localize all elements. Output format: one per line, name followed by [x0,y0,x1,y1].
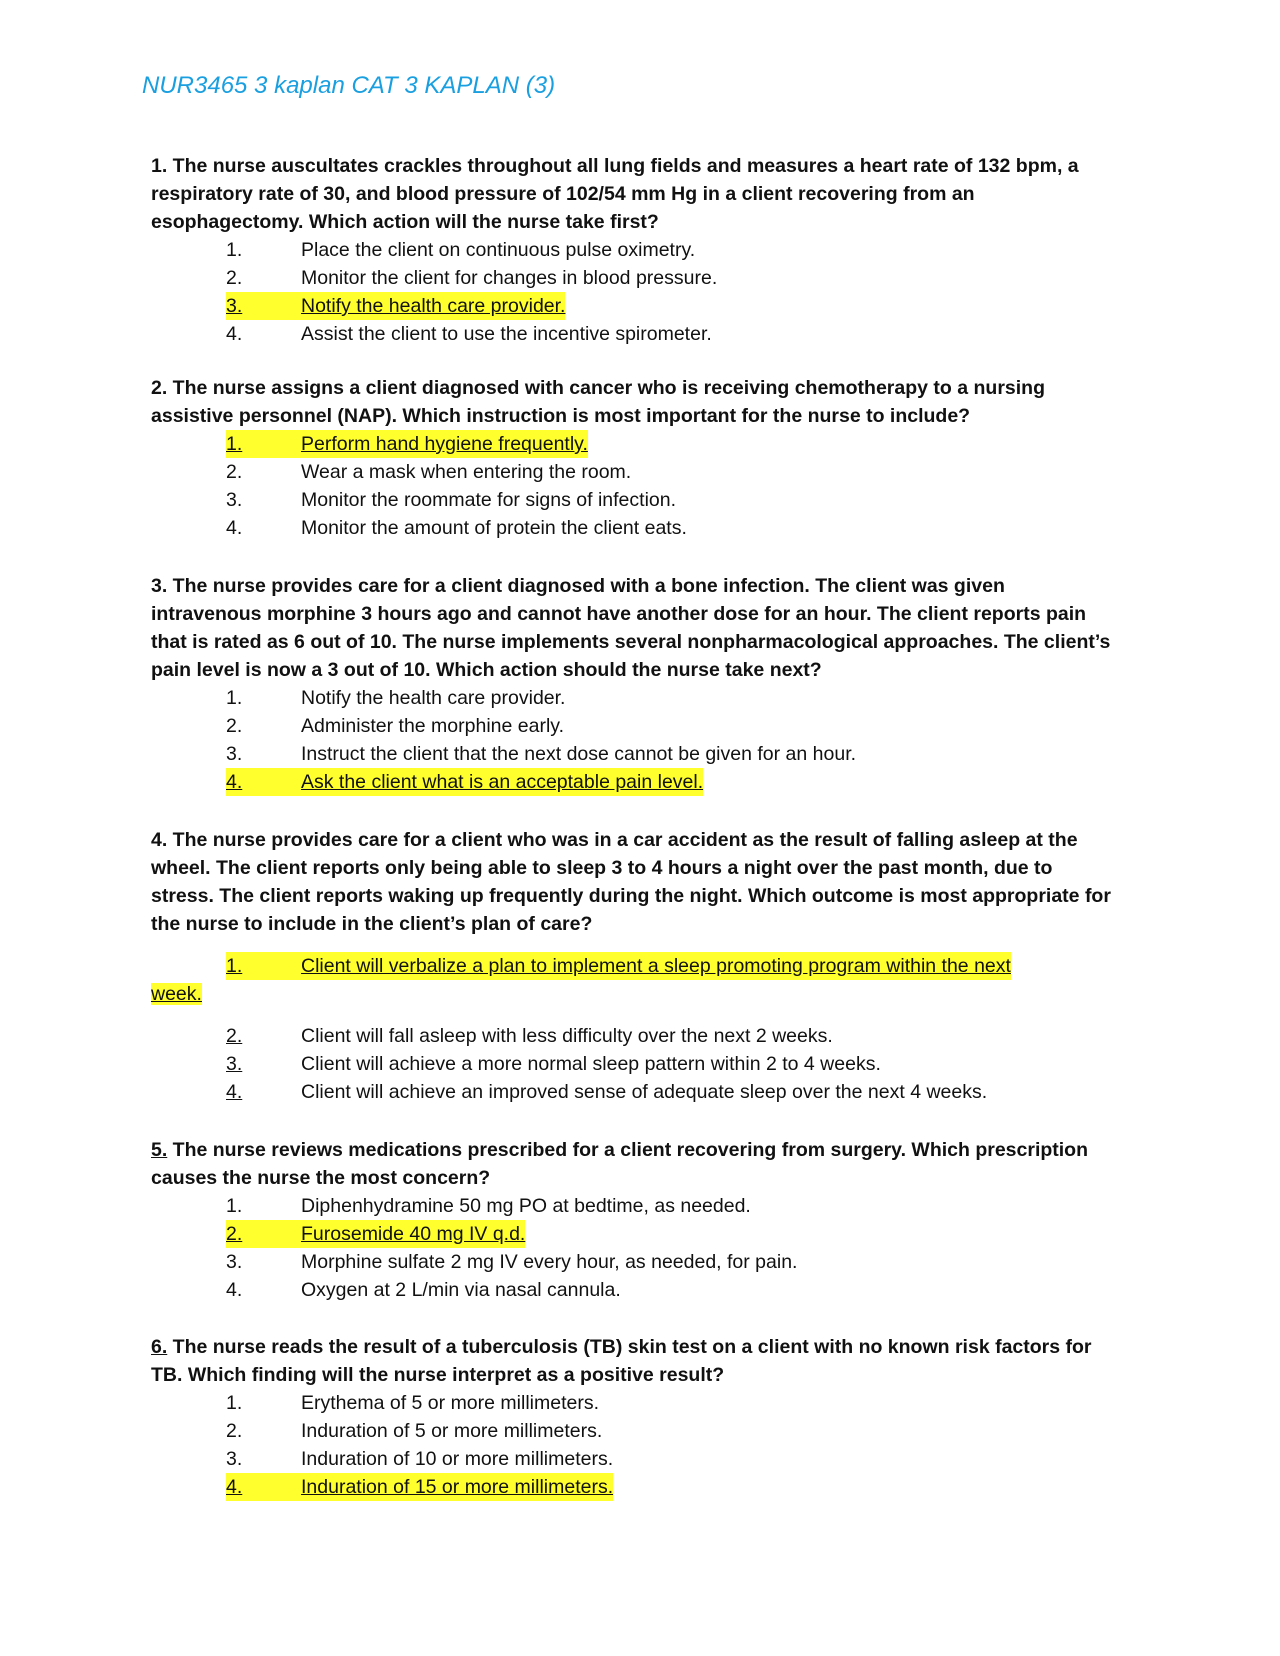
question-text: 4. The nurse provides care for a client who was in a car accident as the result of falling asleep at the wheel. The client reports only being able to sleep 3 to 4 hours a night over the past month, due to stress. The client reports waking up frequently during the night. Which outcome is most appropriate for the nurse to include in the client’s plan of care? [151,829,1111,935]
question-text: 5. The nurse reviews medications prescribed for a client recovering from surgery. Which prescription causes the nurse the most concern? [151,1139,1089,1189]
answer-option-correct: 1. Perform hand hygiene frequently. [151,430,1111,458]
answer-option-correct: 1. Client will verbalize a plan to implement a sleep promoting program within the next [151,952,1111,980]
answer-option: 2. Wear a mask when entering the room. [226,461,632,483]
question-1 [151,152,1111,348]
answer-option: 3. Instruct the client that the next dose cannot be given for an hour. [226,743,857,765]
question-4 [151,826,1111,1106]
question-6 [151,1333,1111,1501]
answer-option: 3. Morphine sulfate 2 mg IV every hour, as needed, for pain. [226,1251,798,1273]
answer-option: 4. Assist the client to use the incentive spirometer. [226,323,712,345]
answer-option: 2. Monitor the client for changes in blood pressure. [226,267,718,289]
answer-option: 2. Client will fall asleep with less difficulty over the next 2 weeks. [226,1025,833,1047]
answer-option: 3. Monitor the roommate for signs of infection. [226,489,677,511]
answer-option: 2. Administer the morphine early. [226,715,565,737]
answer-options [151,430,1111,542]
answer-option: 4. Monitor the amount of protein the client eats. [226,517,687,539]
answer-options [151,952,1111,980]
answer-options [151,1192,1111,1304]
answer-option: 3. Induration of 10 or more millimeters. [226,1448,614,1470]
answer-option: 1. Diphenhydramine 50 mg PO at bedtime, as needed. [226,1195,751,1217]
question-text: 3. The nurse provides care for a client diagnosed with a bone infection. The client was given intravenous morphine 3 hours ago and cannot have another dose for an hour. The client reports pain that is rated as 6 out of 10. The nurse implements several nonpharmacological approaches. The client’s pain level is now a 3 out of 10. Which action should the nurse take next? [151,575,1111,681]
question-text: 2. The nurse assigns a client diagnosed with cancer who is receiving chemotherapy to a nursing assistive personnel (NAP). Which instruction is most important for the nurse to include? [151,377,1045,427]
answer-option-correct: 4. Induration of 15 or more millimeters. [151,1473,1111,1501]
answer-option-correct: 4. Ask the client what is an acceptable pain level. [151,768,1111,796]
answer-option: 1. Notify the health care provider. [226,687,566,709]
question-text: 6. The nurse reads the result of a tuberculosis (TB) skin test on a client with no known risk factors for TB. Which finding will the nurse interpret as a positive result? [151,1336,1092,1386]
answer-options [151,1022,1111,1106]
answer-option-wrap: week. [151,983,202,1005]
answer-option: 1. Place the client on continuous pulse oximetry. [226,239,696,261]
answer-option: 2. Induration of 5 or more millimeters. [226,1420,603,1442]
question-5 [151,1136,1111,1304]
answer-option: 4. Client will achieve an improved sense of adequate sleep over the next 4 weeks. [226,1081,988,1103]
answer-option: 1. Erythema of 5 or more millimeters. [226,1392,599,1414]
answer-option-correct: 2. Furosemide 40 mg IV q.d. [151,1220,1111,1248]
answer-options [151,236,1111,348]
answer-option: 3. Client will achieve a more normal sleep pattern within 2 to 4 weeks. [226,1053,881,1075]
answer-option: 4. Oxygen at 2 L/min via nasal cannula. [226,1279,621,1301]
answer-option-correct: 3. Notify the health care provider. [151,292,1111,320]
document-title: NUR3465 3 kaplan CAT 3 KAPLAN (3) [142,72,556,99]
answer-options [151,684,1111,796]
answer-options [151,1389,1111,1501]
question-3 [151,572,1111,796]
question-2 [151,374,1111,542]
question-text: 1. The nurse auscultates crackles throughout all lung fields and measures a heart rate of 132 bpm, a respiratory rate of 30, and blood pressure of 102/54 mm Hg in a client recovering from an esophagectomy. Which action will the nurse take first? [151,155,1079,233]
